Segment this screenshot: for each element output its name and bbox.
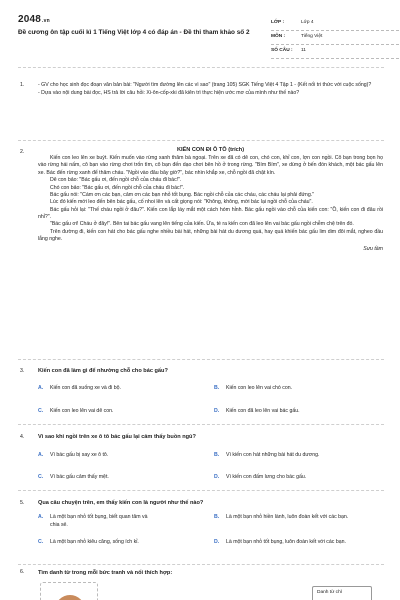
option-b[interactable]: B. Kiến con leo lên vai chó con. bbox=[214, 385, 293, 391]
question-1-line: - Dựa vào nội dung bài đọc, HS trả lời câu hỏi: Xi-ôn-cốp-xki đã kiên trì thực hiện ước mơ của mình như thế nào? bbox=[38, 89, 300, 96]
option-b[interactable]: B. Là một bạn nhỏ hiền lành, luôn đoàn kết với các bạn. bbox=[214, 514, 349, 520]
passage-source: Sưu tầm bbox=[363, 245, 383, 252]
question-number: 6. bbox=[20, 569, 25, 575]
option-d[interactable]: D. Kiến con đã leo lên vai bác gấu. bbox=[214, 408, 300, 414]
meta-row-count: SỐ CÂU : 11 bbox=[271, 45, 399, 59]
question-1-body bbox=[38, 82, 383, 97]
question-4-text: Vì sao khi ngồi trên xe ô tô bác gấu lại cảm thấy buồn ngủ? bbox=[38, 434, 196, 440]
question-number: 3. bbox=[20, 368, 25, 374]
question-6-text: Tìm danh từ trong mỗi bức tranh và nối thích hợp: bbox=[38, 570, 173, 576]
passage-paragraph: Bác gấu nói: "Cám ơn các bạn, cảm ơn các bạn nhỏ tốt bụng. Bác ngồi chỗ của các cháu, các cháu lại phải đứng." bbox=[50, 191, 314, 198]
passage-paragraph: Trên đường đi, kiến con hát cho bác gấu nghe nhiều bài hát, những bài hát du dương quá, hay quá khiến bác gấu lim dim đôi mắt, ngheo đầu lắng nghe. bbox=[38, 228, 383, 243]
reading-passage bbox=[38, 146, 383, 253]
option-b[interactable]: B. Vì kiến con hát những bài hát du dương. bbox=[214, 452, 320, 458]
document-header bbox=[18, 13, 384, 61]
noun-category-box[interactable]: Danh từ chỉ bbox=[312, 586, 372, 600]
option-d[interactable]: D. Vì kiến con đấm lưng cho bác gấu. bbox=[214, 474, 307, 480]
option-a[interactable]: A. Vì bác gấu bị say xe ô tô. bbox=[38, 452, 109, 458]
site-logo[interactable]: 2048.vn bbox=[18, 14, 50, 25]
question-number: 5. bbox=[20, 500, 25, 506]
picture-illustration bbox=[40, 582, 98, 600]
option-c[interactable]: C. Vì bác gấu cảm thấy mệt. bbox=[38, 474, 109, 480]
passage-paragraph: Dê con bảo: "Bác gấu ơi, đến ngồi chỗ của cháu đi bác!". bbox=[50, 177, 182, 184]
option-a[interactable]: A. Kiến con đã xuống xe và đi bộ. bbox=[38, 385, 121, 391]
question-number: 1. bbox=[20, 82, 25, 88]
question-3-text: Kiến con đã làm gì để nhường chỗ cho bác gấu? bbox=[38, 368, 168, 374]
divider bbox=[18, 564, 384, 565]
option-a[interactable]: A. Là một bạn nhỏ tốt bụng, biết quan tâm và chia sẻ. bbox=[38, 514, 148, 528]
divider bbox=[18, 140, 384, 141]
passage-title: KIẾN CON ĐI Ô TÔ (trích) bbox=[176, 147, 245, 153]
divider bbox=[18, 67, 384, 68]
divider bbox=[18, 490, 384, 491]
divider bbox=[18, 359, 384, 360]
question-1-line: - GV cho học sinh đọc đoạn văn bản bài: "Người tìm đường lên các vì sao" (trang 105) SGK Tiếng Việt 4 Tập 1 - (Kết nối tri thức với cuộc sống)? bbox=[38, 82, 372, 88]
option-c[interactable]: C. Kiến con leo lên vai dê con. bbox=[38, 408, 114, 414]
option-d[interactable]: D. Là một bạn nhỏ tốt bụng, luôn đoàn kết với các bạn. bbox=[214, 539, 346, 545]
passage-paragraph: Chó con bảo: "Bác gấu ơi, đến ngồi chỗ của cháu đi bác!". bbox=[50, 184, 185, 191]
passage-paragraph: Kiến con leo lên xe buýt. Kiến muốn vào rừng xanh thăm bà ngoại. Trên xe đã có dê con, chó con, khỉ con, lợn con ngồi. Cô bạn trong bọn họ vào rừng hái nấm, cô bạn vào rừng chơi trốn tìm, cô bạn đến dạo chơi bên hồ ở trong rừng. "Bím Bím", xe dừng ở bến đón khách, một bác gấu lên xe. Bác đến rừng xanh để thăm cháu. "Ngồi vào đâu bây giờ?", bác nhìn khắp xe, chỗ ngồi đã chật kín. bbox=[38, 155, 383, 176]
question-5-text: Qua câu chuyện trên, em thấy kiến con là người như thế nào? bbox=[38, 500, 204, 506]
meta-row-subject: MÔN : Tiếng Việt bbox=[271, 31, 399, 45]
question-number: 4. bbox=[20, 434, 25, 440]
meta-table bbox=[271, 17, 399, 59]
passage-paragraph: Lúc đó kiến mới leo đến bên bác gấu, cố nhoi lên và cất giọng nói: "Không, không, mời bác lại ngồi chỗ của cháu". bbox=[50, 199, 313, 206]
divider bbox=[18, 424, 384, 425]
passage-paragraph: "Bác gấu ơi! Cháu ở đây!". Bên tai bác gấu vang lên tiếng của kiến. Ừa, té ra kiến con đã leo lên vai bác gấu ngồi chễm chệ trên đó. bbox=[50, 221, 354, 228]
passage-paragraph: Bác gấu hỏi lại: "Thế cháu ngồi ở đâu?". Kiến con lắp láy mắt một cách hóm hỉnh. Bác gấu ngồi vào chỗ của kiến con: "Ồ, kiến con đi đâu rồi nhỉ?". bbox=[38, 206, 383, 221]
option-c[interactable]: C. Là một bạn nhỏ kiêu căng, sống ích kỉ. bbox=[38, 539, 139, 545]
picture-figure bbox=[55, 595, 85, 600]
meta-row-grade: LỚP : Lớp 4 bbox=[271, 17, 399, 31]
question-number: 2. bbox=[20, 149, 25, 155]
document-title: Đề cương ôn tập cuối kì 1 Tiếng Việt lớp 4 có đáp án - Đề thi tham khảo số 2 bbox=[18, 29, 250, 36]
